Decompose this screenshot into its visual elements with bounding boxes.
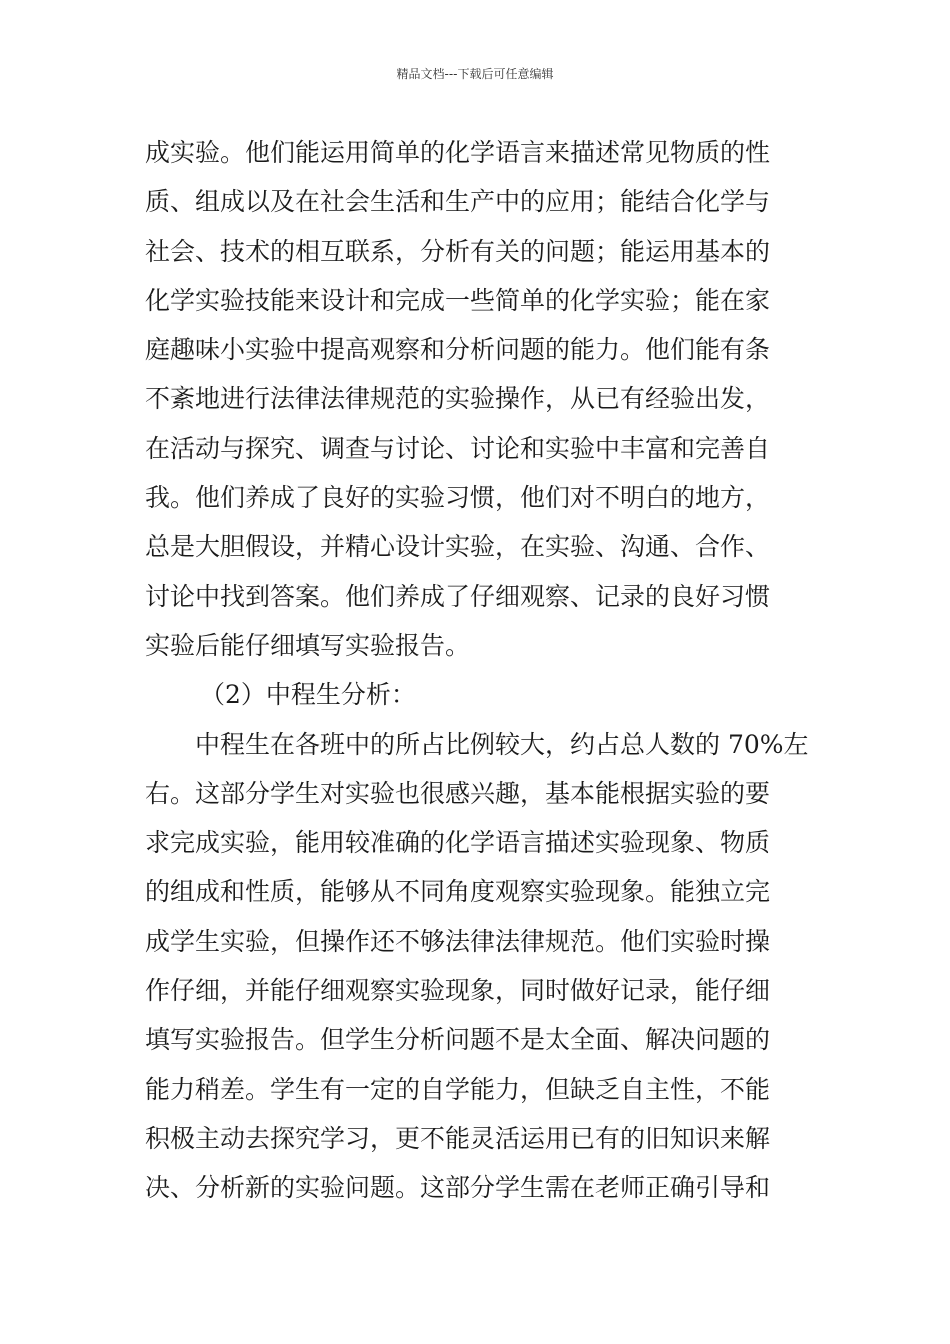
paragraph-first-line: 中程生在各班中的所占比例较大，约占总人数的 70%左 <box>195 729 809 759</box>
text-line: 作仔细，并能仔细观察实验现象，同时做好记录，能仔细 <box>145 976 771 1006</box>
text-line: 总是大胆假设，并精心设计实验，在实验、沟通、合作、 <box>145 532 771 562</box>
text-line: 不紊地进行法律法律规范的实验操作，从已有经验出发， <box>145 384 771 414</box>
text-line: 庭趣味小实验中提高观察和分析问题的能力。他们能有条 <box>145 335 771 365</box>
text-line: 社会、技术的相互联系，分析有关的问题；能运用基本的 <box>145 236 771 266</box>
document-body <box>145 128 810 1213</box>
text-line: 积极主动去探究学习，更不能灵活运用已有的旧知识来解 <box>145 1123 771 1153</box>
text-line: 能力稍差。学生有一定的自学能力，但缺乏自主性，不能 <box>145 1074 771 1104</box>
text-line: 质、组成以及在社会生活和生产中的应用；能结合化学与 <box>145 187 771 217</box>
text-line: 成学生实验，但操作还不够法律法律规范。他们实验时操 <box>145 926 771 956</box>
text-line: 我。他们养成了良好的实验习惯，他们对不明白的地方， <box>145 483 771 513</box>
text-line: 填写实验报告。但学生分析问题不是太全面、解决问题的 <box>145 1025 771 1055</box>
text-line: 在活动与探究、调查与讨论、讨论和实验中丰富和完善自 <box>145 433 771 463</box>
page-header: 精品文档---下载后可任意编辑 <box>396 67 554 81</box>
text-line: 的组成和性质，能够从不同角度观察实验现象。能独立完 <box>145 877 771 907</box>
text-line: 实验后能仔细填写实验报告。 <box>145 630 471 660</box>
text-line: 决、分析新的实验问题。这部分学生需在老师正确引导和 <box>145 1173 771 1203</box>
text-line: 右。这部分学生对实验也很感兴趣，基本能根据实验的要 <box>145 778 771 808</box>
text-line: 化学实验技能来设计和完成一些简单的化学实验；能在家 <box>145 285 771 315</box>
section-heading: （2）中程生分析： <box>200 680 416 710</box>
text-line: 求完成实验，能用较准确的化学语言描述实验现象、物质 <box>145 828 771 858</box>
text-line: 成实验。他们能运用简单的化学语言来描述常见物质的性 <box>145 138 771 167</box>
text-line: 讨论中找到答案。他们养成了仔细观察、记录的良好习惯 <box>145 581 771 611</box>
